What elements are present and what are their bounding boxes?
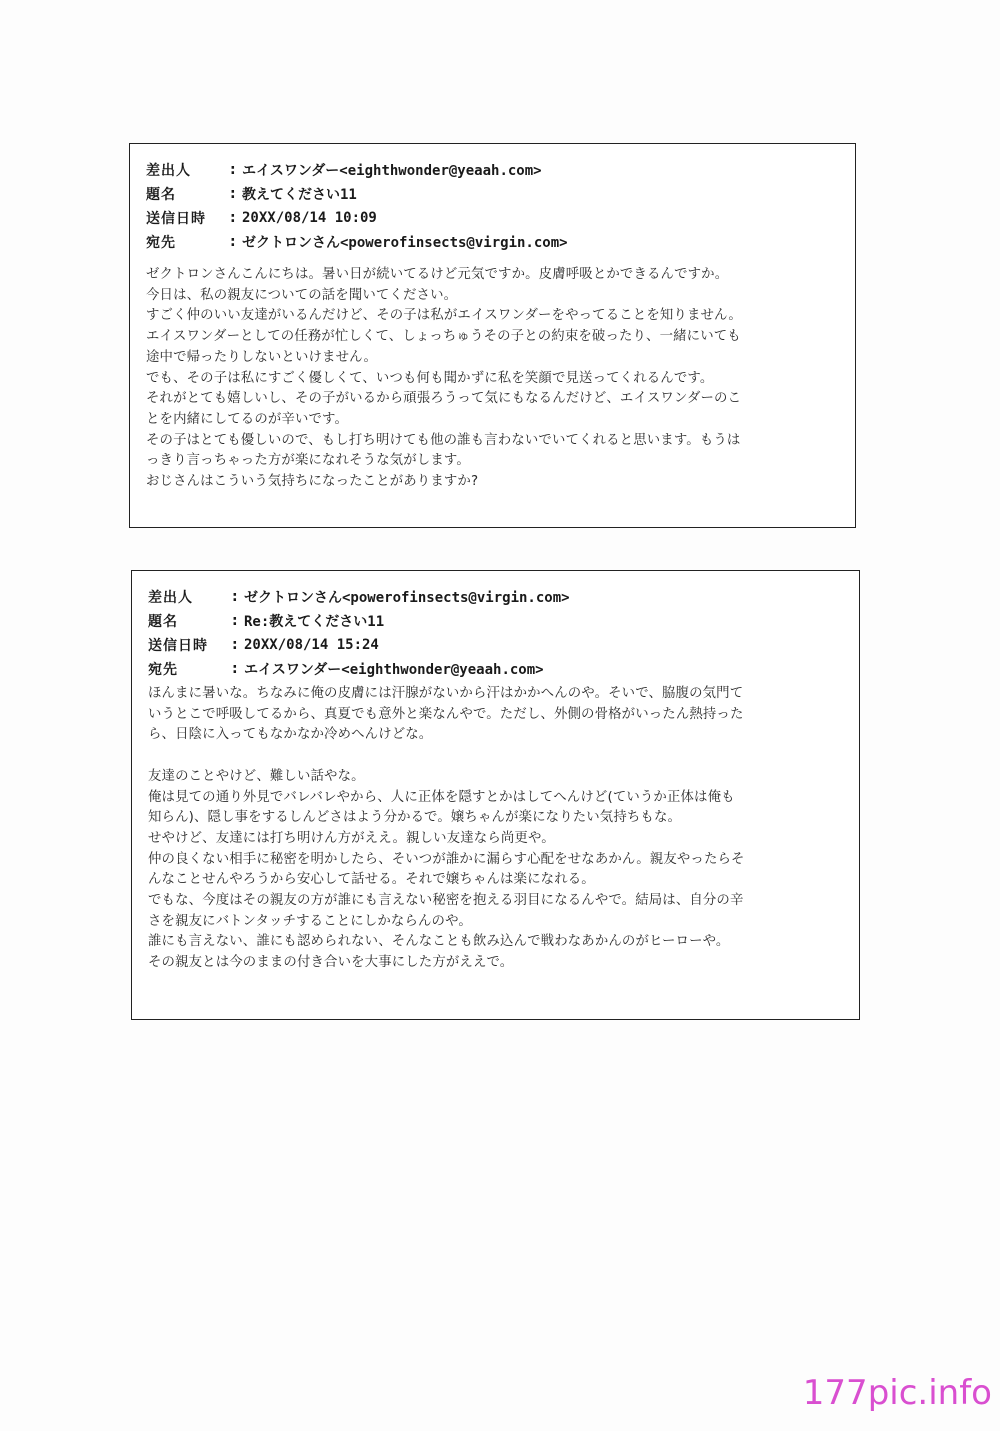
watermark: 177pic.info: [802, 1373, 992, 1413]
from-value: ゼクトロンさん<powerofinsects@virgin.com>: [244, 590, 570, 606]
header-row-subject: [148, 609, 570, 633]
separator: :: [232, 637, 238, 653]
body-line: その子はとても優しいので、もし打ち明けても他の誰も言わないでいてくれると思います。もうは: [146, 432, 741, 448]
separator: :: [230, 186, 236, 202]
to-value: エイスワンダー<eighthwonder@yeaah.com>: [244, 662, 544, 678]
separator: :: [230, 162, 236, 178]
header-row-subject: [146, 182, 568, 206]
subject-value: 教えてください11: [242, 187, 357, 203]
from-value: エイスワンダー<eighthwonder@yeaah.com>: [242, 163, 542, 179]
body-line: んなことせんやろうから安心して話せる。それで嬢ちゃんは楽になれる。: [148, 872, 595, 888]
header-row-to: [148, 657, 570, 681]
email-message-2: [131, 570, 860, 1020]
separator: :: [230, 234, 236, 250]
email-message-1: [129, 143, 856, 528]
date-value: 20XX/08/14 10:09: [242, 210, 377, 226]
separator: :: [232, 661, 238, 677]
header-row-date: [148, 633, 570, 657]
subject-label: 題名: [148, 614, 178, 630]
body-line: でも、その子は私にすごく優しくて、いつも何も聞かずに私を笑顔で見送ってくれるんです。: [146, 370, 714, 386]
body-line: いうとこで呼吸してるから、真夏でも意外と楽なんやで。ただし、外側の骨格がいったん熱持った: [148, 706, 744, 722]
email-header: [146, 158, 568, 254]
email-body: [146, 265, 841, 493]
to-label: 宛先: [148, 662, 178, 678]
subject-value: Re:教えてください11: [244, 614, 385, 630]
body-line: ら、日陰に入ってもなかなか冷めへんけどな。: [148, 727, 433, 743]
body-line: ゼクトロンさんこんにちは。暑い日が続いてるけど元気ですか。皮膚呼吸とかできるんですか。: [146, 267, 729, 282]
body-line: っきり言っちゃった方が楽になれそうな気がします。: [146, 453, 470, 469]
header-row-from: [146, 158, 568, 182]
header-row-from: [148, 585, 570, 609]
paragraph-gap: [148, 746, 845, 767]
body-line: それがとても嬉しいし、その子がいるから頑張ろうって気にもなるんだけど、エイスワンダーのこ: [146, 391, 742, 407]
body-line: さを親友にバトンタッチすることにしかならんのや。: [148, 913, 472, 929]
body-line: ほんまに暑いな。ちなみに俺の皮膚には汗腺がないから汗はかかへんのや。そいで、脇腹の気門て: [148, 686, 744, 701]
body-line: 俺は見ての通り外見でバレバレやから、人に正体を隠すとかはしてへんけど(ていうか正体は俺も: [148, 789, 735, 805]
body-line: 仲の良くない相手に秘密を明かしたら、そいつが誰かに漏らす心配をせなあかん。親友やったらそ: [148, 851, 745, 867]
from-label: 差出人: [146, 163, 191, 179]
body-line: 今日は、私の親友についての話を聞いてください。: [146, 287, 458, 303]
body-line: 友達のことやけど、難しい話やな。: [148, 768, 365, 784]
body-line: すごく仲のいい友達がいるんだけど、その子は私がエイスワンダーをやってることを知りません。: [146, 308, 742, 324]
separator: :: [232, 589, 238, 605]
body-line: とを内緒にしてるのが辛いです。: [146, 411, 349, 427]
body-line: でもな、今度はその親友の方が誰にも言えない秘密を抱える羽目になるんやで。結局は、自分の辛: [148, 893, 744, 909]
to-value: ゼクトロンさん<powerofinsects@virgin.com>: [242, 235, 568, 251]
body-line: せやけど、友達には打ち明けん方がええ。親しい友達なら尚更や。: [148, 830, 555, 846]
body-line: その親友とは今のままの付き合いを大事にした方がええで。: [148, 955, 514, 971]
separator: :: [230, 210, 236, 226]
body-line: 途中で帰ったりしないといけません。: [146, 349, 377, 365]
date-value: 20XX/08/14 15:24: [244, 637, 379, 653]
from-label: 差出人: [148, 590, 193, 606]
header-row-date: [146, 206, 568, 230]
separator: :: [232, 613, 238, 629]
body-line: 誰にも言えない、誰にも認められない、そんなことも飲み込んで戦わなあかんのがヒーローや。: [148, 934, 730, 950]
body-line: エイスワンダーとしての任務が忙しくて、しょっちゅうその子との約束を破ったり、一緒にいても: [146, 329, 741, 345]
date-label: 送信日時: [148, 638, 208, 654]
date-label: 送信日時: [146, 211, 206, 227]
subject-label: 題名: [146, 187, 176, 203]
email-header: [148, 585, 570, 681]
to-label: 宛先: [146, 235, 176, 251]
header-row-to: [146, 230, 568, 254]
body-line: 知らん)、隠し事をするしんどさはよう分かるで。嬢ちゃんが楽になりたい気持ちもな。: [148, 810, 682, 826]
body-line: おじさんはこういう気持ちになったことがありますか?: [146, 474, 479, 490]
email-body: [148, 684, 845, 974]
